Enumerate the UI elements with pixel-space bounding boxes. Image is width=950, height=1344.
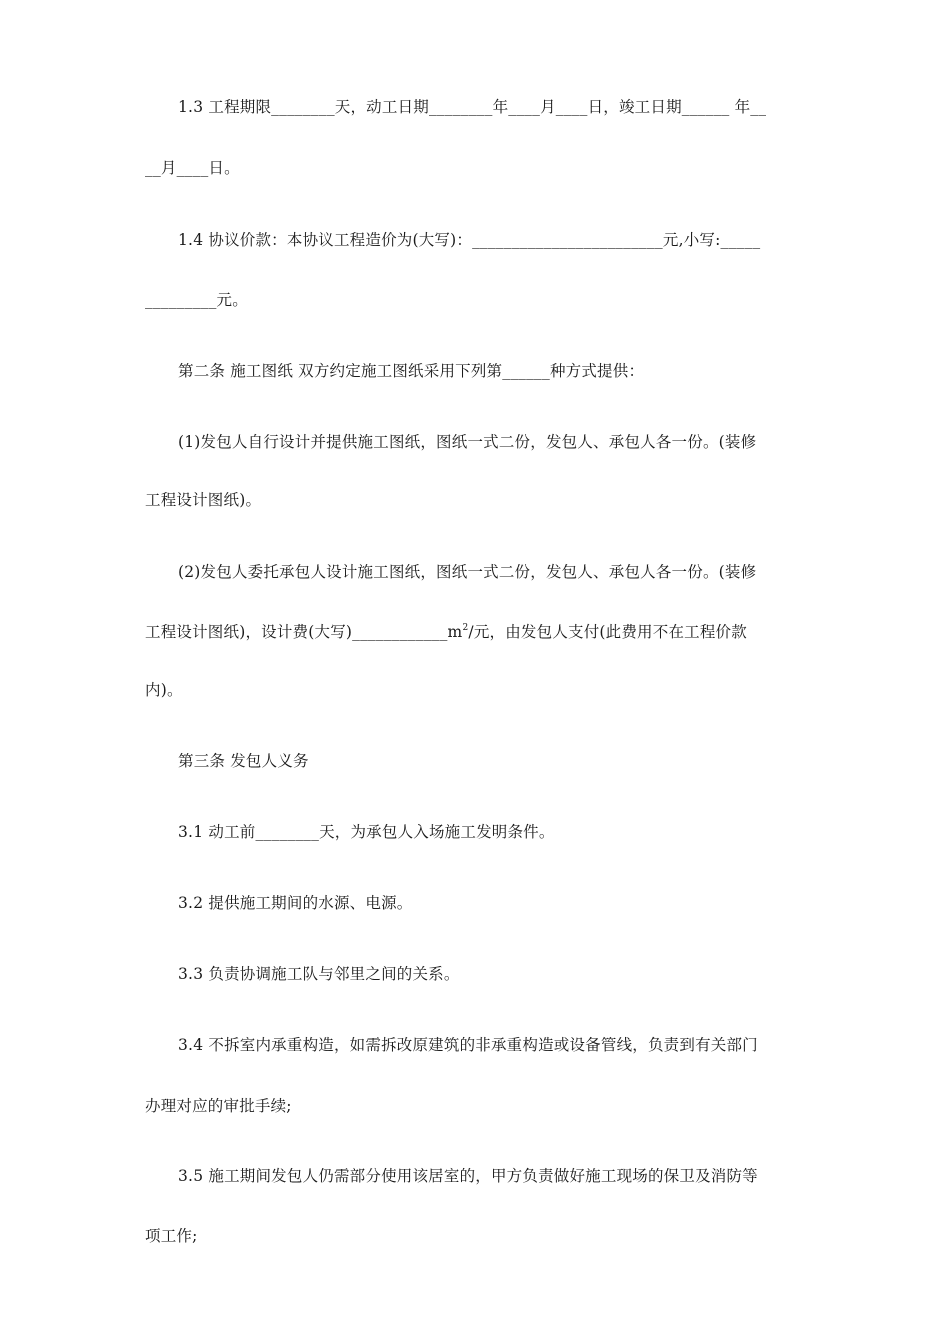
clause-1-4-line-1: 1.4 协议价款：本协议工程造价为(大写)：________________________元,小写:_____ bbox=[178, 231, 761, 249]
clause-3-4-line-1: 3.4 不拆室内承重构造，如需拆改原建筑的非承重构造或设备管线，负责到有关部门 bbox=[178, 1036, 758, 1054]
clause-1-4-line-2: _________元。 bbox=[145, 291, 248, 309]
design-fee-text-rest: /元，由发包人支付(此费用不在工程价款 bbox=[468, 623, 747, 641]
option-2-line-3: 内)。 bbox=[145, 681, 183, 699]
clause-1-3-line-2: __月____日。 bbox=[145, 159, 240, 177]
clause-3-4-line-2: 办理对应的审批手续; bbox=[145, 1097, 292, 1115]
option-1-line-1: (1)发包人自行设计并提供施工图纸，图纸一式二份，发包人、承包人各一份。(装修 bbox=[178, 433, 757, 451]
clause-3-2: 3.2 提供施工期间的水源、电源。 bbox=[178, 894, 413, 912]
option-2-line-1: (2)发包人委托承包人设计施工图纸，图纸一式二份，发包人、承包人各一份。(装修 bbox=[178, 563, 757, 581]
option-1-line-2: 工程设计图纸)。 bbox=[145, 491, 262, 509]
clause-1-3-line-1: 1.3 工程期限________天，动工日期________年____月____日，竣工日期______ 年__ bbox=[178, 98, 767, 116]
article-3-heading: 第三条 发包人义务 bbox=[178, 752, 309, 770]
article-2-heading: 第二条 施工图纸 双方约定施工图纸采用下列第______种方式提供： bbox=[178, 362, 645, 380]
clause-3-3: 3.3 负责协调施工队与邻里之间的关系。 bbox=[178, 965, 460, 983]
clause-3-1: 3.1 动工前________天，为承包人入场施工发明条件。 bbox=[178, 823, 555, 841]
option-2-line-2 bbox=[145, 622, 747, 642]
clause-3-5-line-1: 3.5 施工期间发包人仍需部分使用该居室的，甲方负责做好施工现场的保卫及消防等 bbox=[178, 1167, 758, 1185]
design-fee-text: 工程设计图纸)，设计费(大写)____________m bbox=[145, 623, 463, 641]
clause-3-5-line-2: 项工作; bbox=[145, 1227, 198, 1245]
superscript-two: 2 bbox=[462, 622, 469, 633]
